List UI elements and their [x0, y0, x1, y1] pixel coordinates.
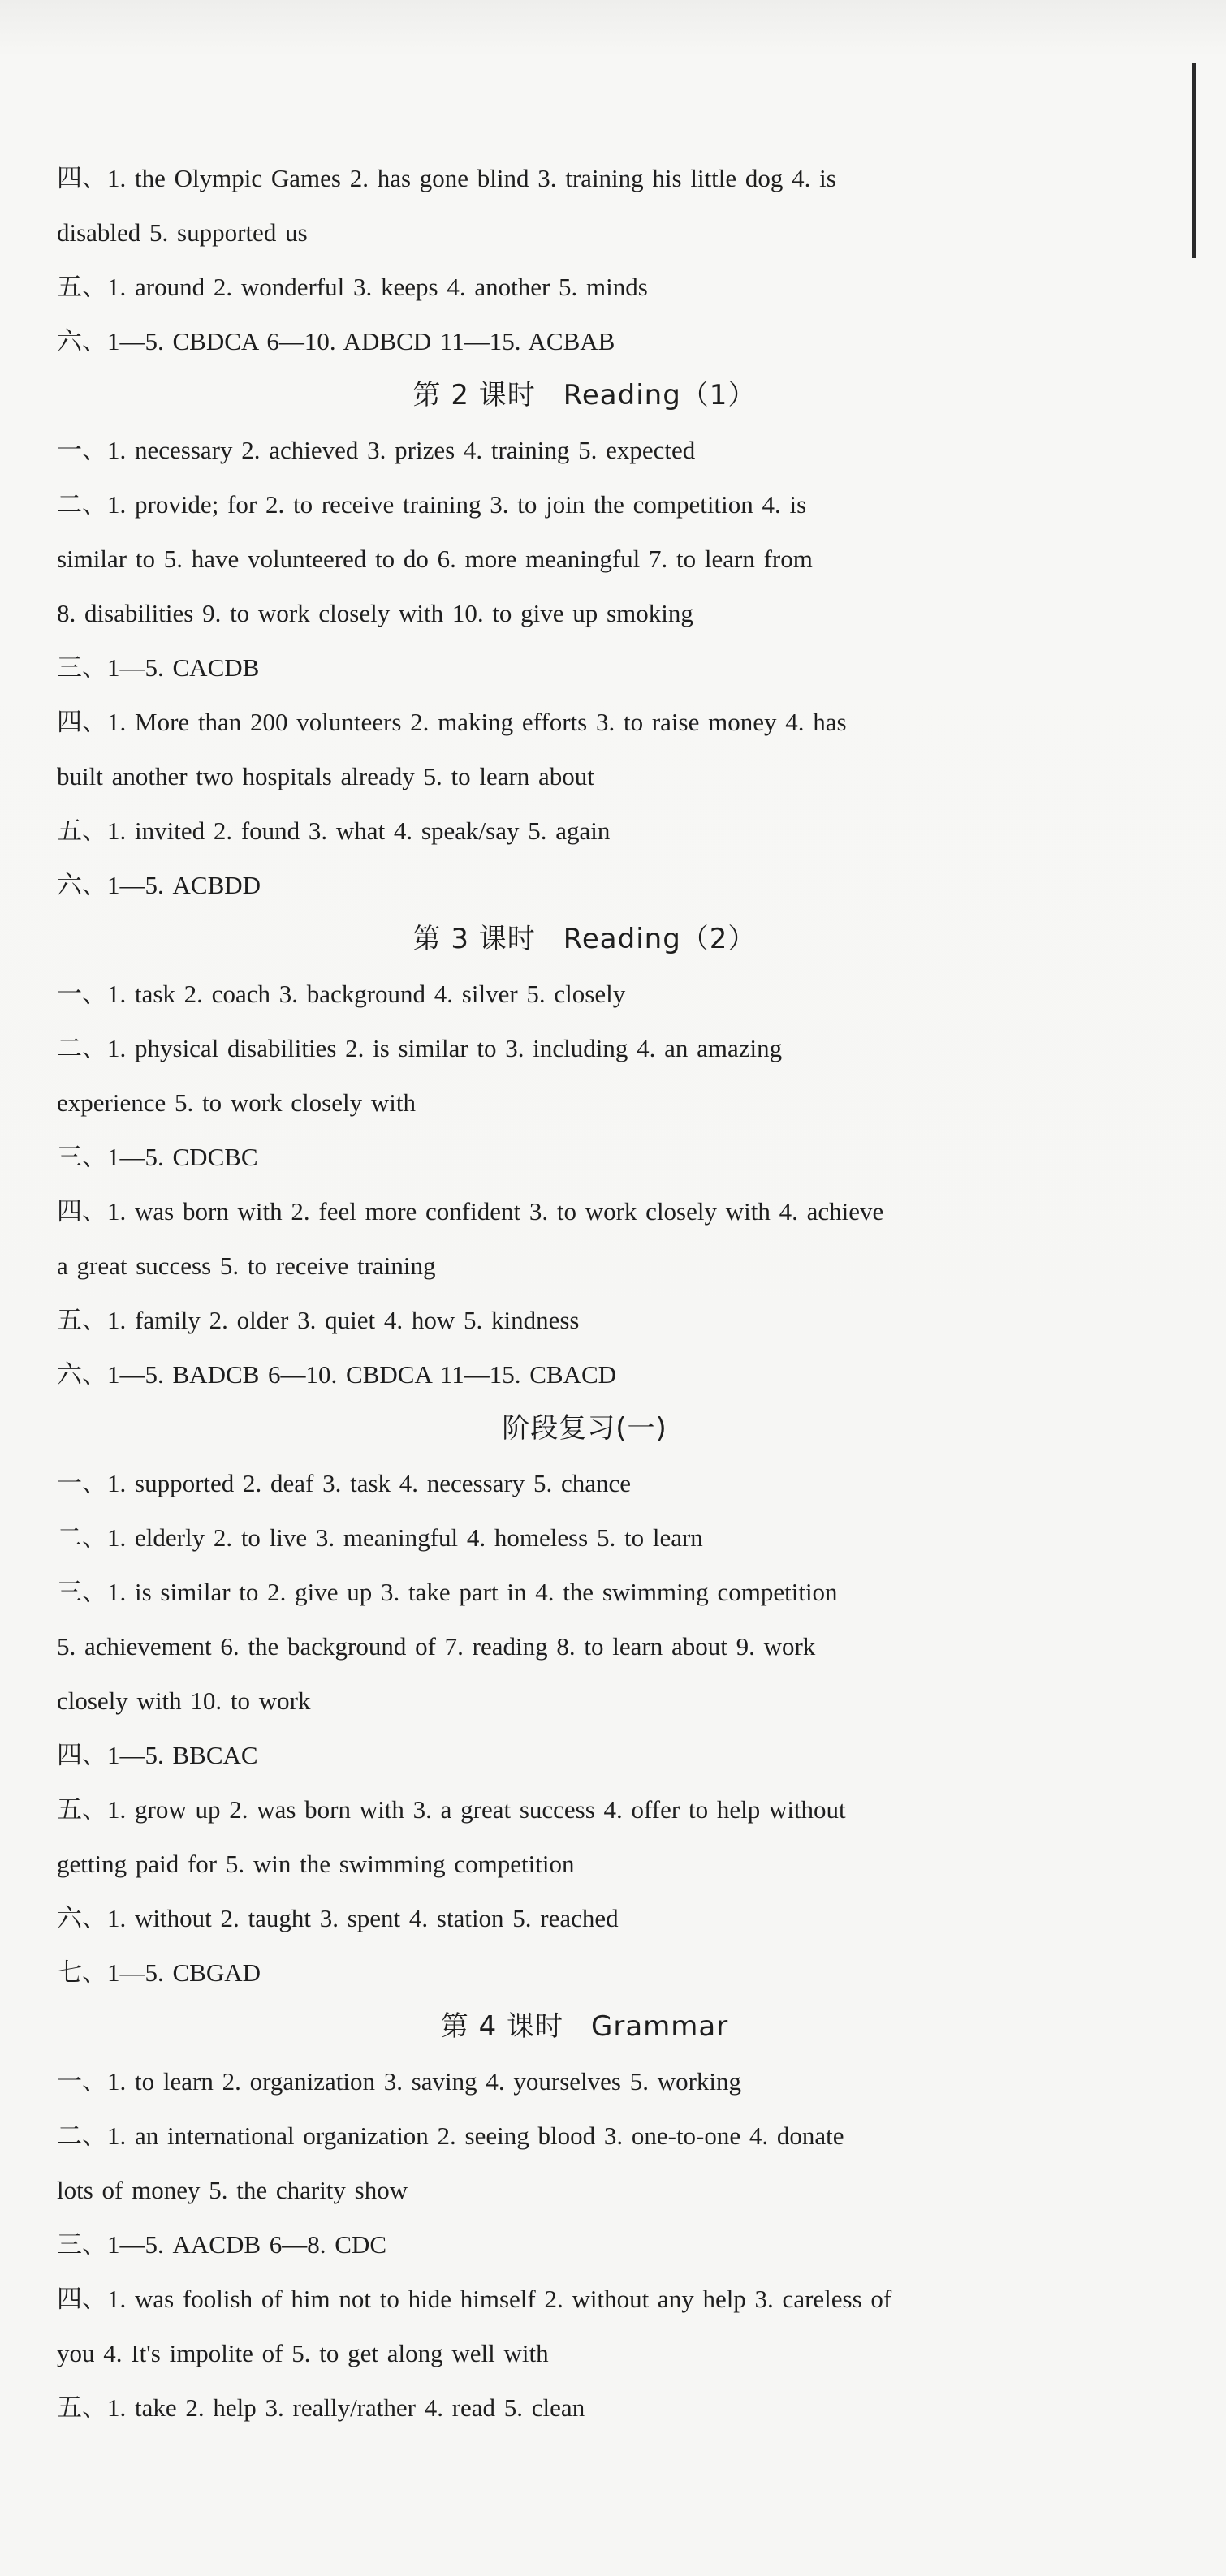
section-heading — [57, 1402, 1112, 1456]
answer-line: 四、1. the Olympic Games 2. has gone blind 3. training his little dog 4. is — [57, 164, 836, 192]
answer-line: 二、1. physical disabilities 2. is similar to 3. including 4. an amazing — [57, 1034, 783, 1062]
answer-line: 三、1. is similar to 2. give up 3. take part in 4. the swimming competition — [57, 1578, 838, 1606]
answer-line: 一、1. to learn 2. organization 3. saving 4. yourselves 5. working — [57, 2067, 742, 2096]
answer-line: 一、1. supported 2. deaf 3. task 4. necessary 5. chance — [57, 1469, 632, 1497]
answer-line: 五、1. invited 2. found 3. what 4. speak/say 5. again — [57, 816, 611, 845]
answer-line: 四、1. More than 200 volunteers 2. making efforts 3. to raise money 4. has — [57, 708, 847, 736]
answer-line: 8. disabilities 9. to work closely with 10. to give up smoking — [57, 599, 693, 627]
section-heading — [57, 912, 1112, 967]
answer-line: 五、1. grow up 2. was born with 3. a great success 4. offer to help without — [57, 1795, 846, 1824]
answer-line: you 4. It's impolite of 5. to get along well with — [57, 2339, 549, 2367]
answer-line: 一、1. necessary 2. achieved 3. prizes 4. training 5. expected — [57, 436, 696, 464]
answer-line: lots of money 5. the charity show — [57, 2176, 408, 2204]
answer-line: closely with 10. to work — [57, 1686, 311, 1715]
answer-line: 二、1. elderly 2. to live 3. meaningful 4. homeless 5. to learn — [57, 1523, 703, 1552]
answer-line: experience 5. to work closely with — [57, 1088, 416, 1117]
answer-line: 六、1—5. BADCB 6—10. CBDCA 11—15. CBACD — [57, 1360, 617, 1389]
section-heading — [57, 368, 1112, 423]
answer-line: 一、1. task 2. coach 3. background 4. silver 5. closely — [57, 980, 626, 1008]
section-heading-cn: 阶段复习(一) — [502, 1412, 667, 1445]
answer-line: a great success 5. to receive training — [57, 1251, 436, 1280]
answer-line: 二、1. provide; for 2. to receive training 3. to join the competition 4. is — [57, 490, 807, 519]
section-heading-cn: 第 2 课时 — [412, 379, 536, 411]
answer-line: 三、1—5. AACDB 6—8. CDC — [57, 2230, 387, 2259]
answer-line: 五、1. take 2. help 3. really/rather 4. read 5. clean — [57, 2393, 585, 2422]
answer-line: 三、1—5. CDCBC — [57, 1143, 258, 1171]
answer-line: 四、1. was foolish of him not to hide himself 2. without any help 3. careless of — [57, 2285, 892, 2313]
answer-content — [57, 151, 1112, 2435]
answer-line: disabled 5. supported us — [57, 218, 308, 247]
answer-line: getting paid for 5. win the swimming competition — [57, 1850, 575, 1878]
answer-line: built another two hospitals already 5. to learn about — [57, 762, 594, 790]
section-heading-en: Reading（2） — [563, 923, 757, 955]
answer-line: 四、1—5. BBCAC — [57, 1741, 258, 1769]
answer-line: 六、1. without 2. taught 3. spent 4. station 5. reached — [57, 1904, 619, 1932]
page-edge-line — [1192, 63, 1196, 258]
answer-line: 四、1. was born with 2. feel more confident 3. to work closely with 4. achieve — [57, 1197, 884, 1226]
answer-line: 五、1. family 2. older 3. quiet 4. how 5. kindness — [57, 1306, 580, 1334]
answer-line: 七、1—5. CBGAD — [57, 1958, 261, 1987]
answer-line: 三、1—5. CACDB — [57, 653, 260, 682]
section-heading-en: Reading（1） — [563, 379, 757, 411]
answer-line: 二、1. an international organization 2. seeing blood 3. one-to-one 4. donate — [57, 2122, 844, 2150]
section-heading-cn: 第 3 课时 — [412, 923, 536, 955]
answer-line: 5. achievement 6. the background of 7. reading 8. to learn about 9. work — [57, 1632, 816, 1661]
answer-line: 六、1—5. ACBDD — [57, 871, 261, 899]
answer-line: 六、1—5. CBDCA 6—10. ADBCD 11—15. ACBAB — [57, 327, 615, 355]
section-heading — [57, 2000, 1112, 2054]
answer-line: similar to 5. have volunteered to do 6. more meaningful 7. to learn from — [57, 545, 813, 573]
answer-line: 五、1. around 2. wonderful 3. keeps 4. another 5. minds — [57, 273, 648, 301]
section-heading-en: Grammar — [591, 2010, 729, 2043]
section-heading-cn: 第 4 课时 — [440, 2010, 564, 2043]
